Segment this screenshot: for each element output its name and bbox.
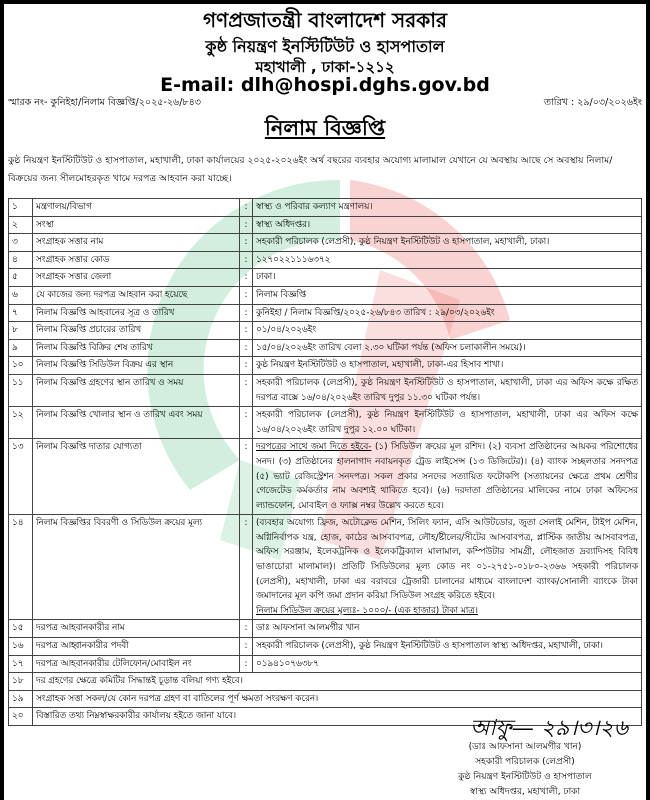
notice-title	[0, 112, 650, 147]
row-serial: ১	[9, 199, 33, 217]
table-row	[9, 515, 642, 620]
row-label: দরপত্র আহবানকারীর টেলিফোন/মোবাইল নং	[33, 655, 240, 673]
table-row	[9, 638, 642, 656]
row-value-text: সহকারী পরিচালক (লেপ্রসী), কুষ্ঠ নিয়ন্ত্রণ ইনস্টিটিউট ও হাসপাতাল স্বাস্থ্য অধিদপ্তর, মহাখালী, ঢাকা।	[256, 641, 603, 652]
row-value	[253, 304, 642, 322]
schedule-price: নিলাম সিডিউল ক্রয়ের মূল্যঃ- ১০০০/- (এক হাজার) টাকা মাত্র।	[256, 605, 478, 616]
institute-address: মহাখালী , ঢাকা-১২১২	[255, 58, 395, 76]
row-value-text: ০১৯৪১০৭৬৩৮৭	[256, 658, 319, 669]
table-row	[9, 339, 642, 357]
row-separator: :	[240, 216, 253, 234]
notice-date: তারিখ : ২৯/০৩/২০২৬ইং	[543, 97, 642, 108]
row-label: দরপত্র আহবানকারীর নাম	[33, 620, 240, 638]
row-value-text: সহকারী পরিচালক (লেপ্রসী), কুষ্ঠ নিয়ন্ত্রণ ইনস্টিটিউট ও হাসপাতাল, মহাখালী, ঢাকা এর অফিস কক্ষে রক্ষিত দরপত্র বাক্সে ১৬/০৪/২০২৬ইং তারিখ দুপুর ১১.৩০ ঘটিকা পর্যন্ত।	[256, 377, 638, 403]
row-separator: :	[240, 322, 253, 340]
row-value	[253, 357, 642, 375]
note-text: বিস্তারিত তথ্য নিম্নস্বাক্ষরকারীর কার্যালয় হইতে জানা যাবে।	[33, 708, 642, 726]
row-serial: ১০	[9, 357, 33, 375]
row-separator: :	[240, 407, 253, 439]
row-separator: :	[240, 286, 253, 304]
row-serial: ১১	[9, 374, 33, 406]
row-value	[253, 322, 642, 340]
table-row	[9, 374, 642, 406]
row-label: নিলাম বিজ্ঞপ্তি দাতার যোগ্যতা	[33, 439, 240, 515]
row-separator: :	[240, 357, 253, 375]
row-value-text: (১) সিডিউল ক্রয়ের মূল রশিদ। (২) ব্যবসা প্রতিষ্ঠানের আয়কর পরিশোধের সনদ। (৩) প্রতিষ্ঠানের হালনাগাদ নবায়নকৃত ট্রেড লাইসেন্স (১৩ ডিজিটের)। (৪) ব্যাংক সচ্ছলতার সনদপত্র (৫) ভ্যাট রেজিস্ট্রেশন সনদপত্র। সকল প্রকার সনদের সত্যায়িত ফটোকপি (সত্যায়নের ক্ষেত্রে প্রথম শ্রেণীর গেজেটেড কর্মকর্তার নাম অবশ্যই থাকিতে হবে)। (৬) দরদাতা প্রতিষ্ঠানের মালিকের নামে ঢাকা অফিসের ল্যান্ডফোন, মোবাইল ও ফ্যাক্স নম্বর উল্লেখ করতে হবে।	[256, 442, 638, 511]
table-row	[9, 620, 642, 638]
table-row	[9, 439, 642, 515]
row-label: সংগ্রাহক সত্তার জেলা	[33, 269, 240, 287]
row-serial: ৬	[9, 286, 33, 304]
table-row	[9, 304, 642, 322]
row-value	[253, 216, 642, 234]
row-value	[253, 339, 642, 357]
intro-paragraph: কুষ্ঠ নিয়ন্ত্রণ ইনস্টিটিউট ও হাসপাতাল, মহাখালী, ঢাকা কার্যালয়ের ২০২৫-২০২৬ইং অর্থ বছরের ব্যবহার অযোগ্য মালামাল যেখানে যে অবস্থায় আছে সে অবস্থায় নিলাম/বিক্রয়ের জন্য সীলমোহরকৃত খামে দরপত্র আহবান করা যাচ্ছে।	[8, 155, 613, 184]
institute-name: কুষ্ঠ নিয়ন্ত্রণ ইনস্টিটিউট ও হাসপাতাল	[205, 37, 445, 56]
table-row	[9, 216, 642, 234]
row-label: নিলাম বিজ্ঞপ্তি খোলার স্থান ও তারিখ এবং সময়	[33, 407, 240, 439]
row-value-text: সহকারী পরিচালক (লেপ্রসী), কুষ্ঠ নিয়ন্ত্রণ ইনস্টিটিউট ও হাসপাতাল, মহাখালী, ঢাকা এর অফিস কক্ষে ১৬/০৪/২০২৬ইং তারিখ দুপুর ১২.০০ ঘটিকা।	[256, 410, 638, 435]
row-serial: ১৩	[9, 439, 33, 515]
row-value	[253, 655, 642, 673]
row-separator: :	[240, 234, 253, 252]
email-address: E-mail: dlh@hospi.dghs.gov.bd	[160, 74, 490, 96]
row-serial: ৩	[9, 234, 33, 252]
row-label: সংগ্রাহক সত্তার নাম	[33, 234, 240, 252]
table-row	[9, 322, 642, 340]
row-value	[253, 374, 642, 406]
row-value-text: ১৫/০৪/২০২৬ইং তারিখ বেলা ২.৩০ ঘটিকা পর্যন্ত (অফিস চলাকালীন সময়ে)।	[256, 342, 526, 353]
note-row	[9, 690, 642, 708]
row-separator: :	[240, 374, 253, 406]
signature-scribble: আফু— ২৯।৩।২৬	[470, 716, 628, 741]
gov-title: গণপ্রজাতন্ত্রী বাংলাদেশ সরকার	[203, 8, 447, 32]
row-label: যে কাজের জন্য দরপত্র আহবান করা হয়েছে	[33, 286, 240, 304]
row-serial: ১৫	[9, 620, 33, 638]
note-text: দর গ্রহণের ক্ষেত্রে কমিটির সিদ্ধান্তই চূড়ান্ত বলিয়া গণ্য হইবে।	[33, 673, 642, 691]
row-serial: ৫	[9, 269, 33, 287]
row-value-text: সহকারী পরিচালক (লেপ্রসী), কুষ্ঠ নিয়ন্ত্রণ ইনস্টিটিউট ও হাসপাতাল, মহাখালী, ঢাকা।	[256, 237, 550, 248]
row-separator: :	[240, 638, 253, 656]
row-serial: ১৪	[9, 515, 33, 620]
row-label: নিলাম বিজ্ঞপ্তি বিক্রির শেষ তারিখ	[33, 339, 240, 357]
row-label: নিলাম বিজ্ঞপ্তি সিডিউল বিক্রয় এর স্থান	[33, 357, 240, 375]
row-value-text: ১২৭০২২১১১৬৩৭২	[256, 254, 331, 265]
row-label: সংগ্রাহক সত্তার কোড	[33, 251, 240, 269]
row-value-text: ডাঃ আফসানা আলমগীর খান	[256, 623, 360, 634]
row-separator: :	[240, 304, 253, 322]
row-label: নিলাম বিজ্ঞপ্তি আহবানের সূত্র ও তারিখ	[33, 304, 240, 322]
row-separator: :	[240, 199, 253, 217]
table-row	[9, 251, 642, 269]
row-label: নিলাম বিজ্ঞপ্তি গ্রহণের স্থান তারিখ ও সময়	[33, 374, 240, 406]
note-text: সংগ্রাহক সত্তা সকল/যে কোন দরপত্র গ্রহণ বা বাতিলের পূর্ণ ক্ষমতা সংরক্ষণ করেন।	[33, 690, 642, 708]
row-value	[253, 407, 642, 439]
table-row	[9, 286, 642, 304]
notice-table	[8, 198, 642, 726]
row-value	[253, 199, 642, 217]
row-serial: ১৬	[9, 638, 33, 656]
row-label: নিলাম বিজ্ঞপ্তি প্রচারের তারিখ	[33, 322, 240, 340]
row-label: দরপত্র আহ্বানকারীর পদবী	[33, 638, 240, 656]
table-row	[9, 357, 642, 375]
row-serial: ৪	[9, 251, 33, 269]
table-row	[9, 655, 642, 673]
value-lead: দরপত্রের সাথে জমা দিতে হইবে-	[256, 442, 372, 453]
row-label: সংস্থা	[33, 216, 240, 234]
row-value-text: (ব্যবহার অযোগ্য ফ্রিজ, অটোক্লেভ মেশিন, সিলিং ফ্যান, এসি আউটডোর, জুতা সেলাই মেশিন, টাইপ মেশিন, অগ্নিনির্বাপক যন্ত্র, হোজ, কাঠের আসবাবপত্র, লৌহ/ষ্টীলের/সীটের আসবাবপত্র, প্লাস্টিক জাতীয় আসবাবপত্র, অফিস সরঞ্জাম, ইলেকট্রনিক ও ইলেকট্রিক্যাল মালামাল, কম্পিউটার সামগ্রী, লৌহজাত দ্রব্যাদিসহ বিবিধ ভাঙাচোরা মালামাল)। প্রতিটি সিডিউলের মূল্য কোড নং ০১-২৭৫১-০১৮০-২৩৬৬ সহকারী পরিচালক (লেপ্রসী), মহাখালী, ঢাকা এর বরাবরে ট্রেজারী চালানের মাধ্যমে বাংলাদেশ ব্যাংক/সোনালী ব্যাংকে টাকা জমাদানের মূল কপি জমা প্রদান করিয়া সিডিউল সংগ্রহ করিতে হইবে।	[256, 518, 638, 602]
row-value-text: ০১/০৪/২০২৬ইং	[256, 325, 317, 336]
row-value-text: ঢাকা।	[256, 272, 276, 283]
row-label: নিলাম বিজ্ঞপ্তির বিবরণী ও সিডিউল ক্রয়ের মূল্য	[33, 515, 240, 620]
row-serial: ২	[9, 216, 33, 234]
row-value-text: কুনিইহা / নিলাম বিজ্ঞপ্তি/২০২৫-২৬/৮৪৩ তারিখ : ২৯/০৩/২০২৬ইং	[256, 307, 495, 318]
note-serial: ১৯	[9, 690, 33, 708]
row-serial: ৭	[9, 304, 33, 322]
notice-title-text: নিলাম বিজ্ঞপ্তি	[264, 116, 386, 140]
signatory-address: স্বাস্থ্য অধিদপ্তর, মহাখালী, ঢাকা	[469, 787, 581, 797]
table-row	[9, 269, 642, 287]
row-value	[253, 515, 642, 620]
signatory-designation: সহকারী পরিচালক (লেপ্রসী)	[475, 757, 575, 767]
note-serial: ১৮	[9, 673, 33, 691]
memo-number: স্মারক নং- কুনিইহা/নিলাম বিজ্ঞপ্তি/২০২৫-২৬/৮৪৩	[8, 97, 201, 108]
signatory-name: (ডাঃ আফসানা আলমগীর খান)	[468, 742, 582, 752]
row-separator: :	[240, 439, 253, 515]
row-value	[253, 638, 642, 656]
row-separator: :	[240, 655, 253, 673]
row-separator: :	[240, 620, 253, 638]
row-serial: ১৭	[9, 655, 33, 673]
row-value	[253, 620, 642, 638]
note-row	[9, 673, 642, 691]
row-value-text: স্বাস্থ্য অধিদপ্তর।	[256, 219, 310, 230]
row-separator: :	[240, 515, 253, 620]
row-value	[253, 269, 642, 287]
row-value	[253, 286, 642, 304]
row-value-text: কুষ্ঠ নিয়ন্ত্রণ ইনস্টিটিউট ও হাসপাতাল, মহাখালী, ঢাকা-এর হিসাব শাখা।	[256, 360, 504, 371]
signatory-org: কুষ্ঠ নিয়ন্ত্রণ ইনস্টিটিউট ও হাসপাতাল	[458, 772, 592, 782]
row-value-text: নিলাম বিজ্ঞপ্তি	[256, 289, 307, 300]
table-row	[9, 234, 642, 252]
row-value-text: স্বাস্থ্য ও পরিবার কল্যাণ মন্ত্রণালয়।	[256, 202, 373, 212]
row-serial: ৯	[9, 339, 33, 357]
row-value	[253, 251, 642, 269]
row-label: মন্ত্রণালয়/বিভাগ	[33, 199, 240, 217]
row-value	[253, 234, 642, 252]
row-serial: ৮	[9, 322, 33, 340]
row-separator: :	[240, 339, 253, 357]
signature-block	[400, 740, 650, 800]
note-serial: ২০	[9, 708, 33, 726]
row-separator: :	[240, 269, 253, 287]
row-value	[253, 439, 642, 515]
row-serial: ১২	[9, 407, 33, 439]
table-row	[9, 199, 642, 217]
table-row	[9, 407, 642, 439]
row-separator: :	[240, 251, 253, 269]
